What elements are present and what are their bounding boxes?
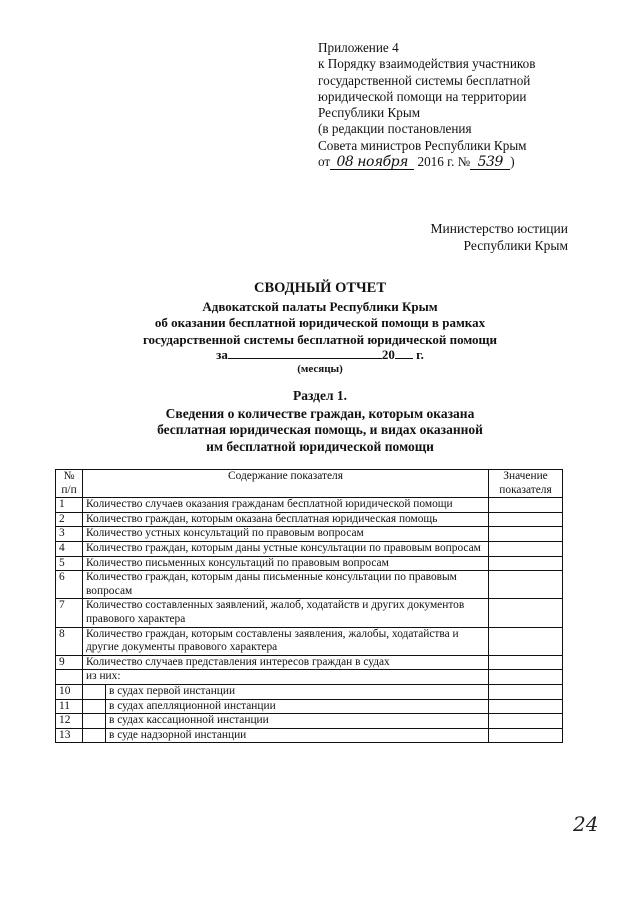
table-row: [56, 571, 563, 599]
table-row: [56, 699, 563, 714]
indent-cell: [83, 728, 106, 743]
row-content: в суде надзорной инстанции: [106, 728, 489, 743]
row-value-cell[interactable]: [489, 699, 563, 714]
row-content: Количество случаев представления интересов граждан в судах: [83, 655, 489, 670]
subtitle-line: Адвокатской палаты Республики Крым: [202, 299, 438, 314]
row-number: 3: [56, 527, 83, 542]
report-title: СВОДНЫЙ ОТЧЕТ: [253, 280, 387, 296]
appendix-line: Приложение 4: [318, 40, 399, 55]
year-blank: [395, 347, 413, 359]
header-content: Содержание показателя: [83, 470, 489, 498]
row-value-cell: [489, 670, 563, 685]
date-prefix: от: [318, 154, 331, 170]
section-description: [0, 406, 640, 455]
subtitle-line: государственной системы бесплатной юридической помощи: [142, 331, 498, 347]
indent-cell: [83, 714, 106, 729]
row-number: 8: [56, 627, 83, 655]
row-content: Количество случаев оказания гражданам бесплатной юридической помощи: [83, 498, 489, 513]
row-value-cell[interactable]: [489, 684, 563, 699]
row-number: 7: [56, 599, 83, 627]
row-content: Количество письменных консультаций по правовым вопросам: [83, 556, 489, 571]
row-value-cell[interactable]: [489, 527, 563, 542]
appendix-line: Республики Крым: [318, 105, 421, 121]
period-suffix: г.: [416, 347, 424, 362]
row-number: 13: [56, 728, 83, 743]
table-row: [56, 714, 563, 729]
row-value-cell[interactable]: [489, 655, 563, 670]
table-row: [56, 728, 563, 743]
ministry-line: Республики Крым: [463, 238, 568, 253]
row-value-cell[interactable]: [489, 627, 563, 655]
table-row: [56, 655, 563, 670]
appendix-line: государственной системы бесплатной: [318, 72, 531, 88]
handwritten-number: 539: [470, 156, 510, 170]
report-table: [55, 469, 563, 743]
row-content: Количество граждан, которым даны письменные консультации по правовым вопросам: [83, 571, 489, 599]
period-year: 20: [381, 347, 395, 362]
row-value-cell[interactable]: [489, 541, 563, 556]
row-number: 4: [56, 541, 83, 556]
table-row: [56, 527, 563, 542]
section-desc-line: бесплатная юридическая помощь, и видах оказанной: [157, 422, 483, 438]
period-blank: [228, 347, 382, 359]
row-value-cell[interactable]: [489, 512, 563, 527]
appendix-line: (в редакции постановления: [318, 121, 472, 137]
row-number: 11: [56, 699, 83, 714]
section-desc-line: Сведения о количестве граждан, которым оказана: [165, 406, 475, 421]
row-value-cell[interactable]: [489, 728, 563, 743]
empty-number-cell: [56, 670, 83, 685]
section-desc-line: им бесплатной юридической помощи: [206, 438, 434, 454]
handwritten-date: 08 ноября: [330, 156, 414, 170]
table-row: [56, 541, 563, 556]
row-value-cell[interactable]: [489, 599, 563, 627]
row-number: 6: [56, 571, 83, 599]
year-text: 2016 г. №: [417, 154, 471, 170]
row-number: 2: [56, 512, 83, 527]
table-row: [56, 627, 563, 655]
table-row: [56, 512, 563, 527]
indent-cell: [83, 699, 106, 714]
subtitle-line: об оказании бесплатной юридической помощи в рамках: [154, 315, 486, 331]
row-value-cell[interactable]: [489, 714, 563, 729]
appendix-date-line: [318, 154, 618, 170]
handwritten-page-number: 24: [573, 812, 599, 836]
appendix-line: к Порядку взаимодействия участников: [318, 56, 536, 72]
table-row: [56, 599, 563, 627]
months-label: (месяцы): [297, 363, 343, 375]
row-number: 9: [56, 655, 83, 670]
table-row: [56, 498, 563, 513]
row-content: Количество устных консультаций по правовым вопросам: [83, 527, 489, 542]
row-content: Количество составленных заявлений, жалоб, ходатайств и других документов правового характера: [83, 599, 489, 627]
row-value-cell[interactable]: [489, 556, 563, 571]
indent-cell: [83, 684, 106, 699]
header-number: № п/п: [56, 470, 83, 498]
row-content: Количество граждан, которым оказана бесплатная юридическая помощь: [83, 512, 489, 527]
table-row: [56, 670, 563, 685]
row-content: в судах апелляционной инстанции: [106, 699, 489, 714]
appendix-block: [318, 40, 618, 170]
report-subtitle: [0, 299, 640, 348]
section-title: Раздел 1.: [292, 388, 348, 403]
closing-paren: ): [510, 154, 515, 170]
row-content: Количество граждан, которым даны устные консультации по правовым вопросам: [83, 541, 489, 556]
row-value-cell[interactable]: [489, 498, 563, 513]
table-row: [56, 556, 563, 571]
report-period: [0, 347, 640, 363]
table-row: [56, 684, 563, 699]
row-number: 5: [56, 556, 83, 571]
row-number: 1: [56, 498, 83, 513]
period-prefix: за: [216, 347, 228, 362]
header-value: Значение показателя: [489, 470, 563, 498]
ministry-addressee: [431, 220, 569, 254]
appendix-line: Совета министров Республики Крым: [318, 137, 527, 153]
row-number: 10: [56, 684, 83, 699]
row-content: Количество граждан, которым составлены заявления, жалобы, ходатайства и другие документы правового характера: [83, 627, 489, 655]
row-number: 12: [56, 714, 83, 729]
ministry-line: Министерство юстиции: [430, 221, 568, 236]
of-them-label: из них:: [83, 670, 489, 685]
appendix-line: юридической помощи на территории: [318, 88, 527, 104]
row-value-cell[interactable]: [489, 571, 563, 599]
row-content: в судах кассационной инстанции: [106, 714, 489, 729]
row-content: в судах первой инстанции: [106, 684, 489, 699]
table-header-row: [56, 470, 563, 498]
